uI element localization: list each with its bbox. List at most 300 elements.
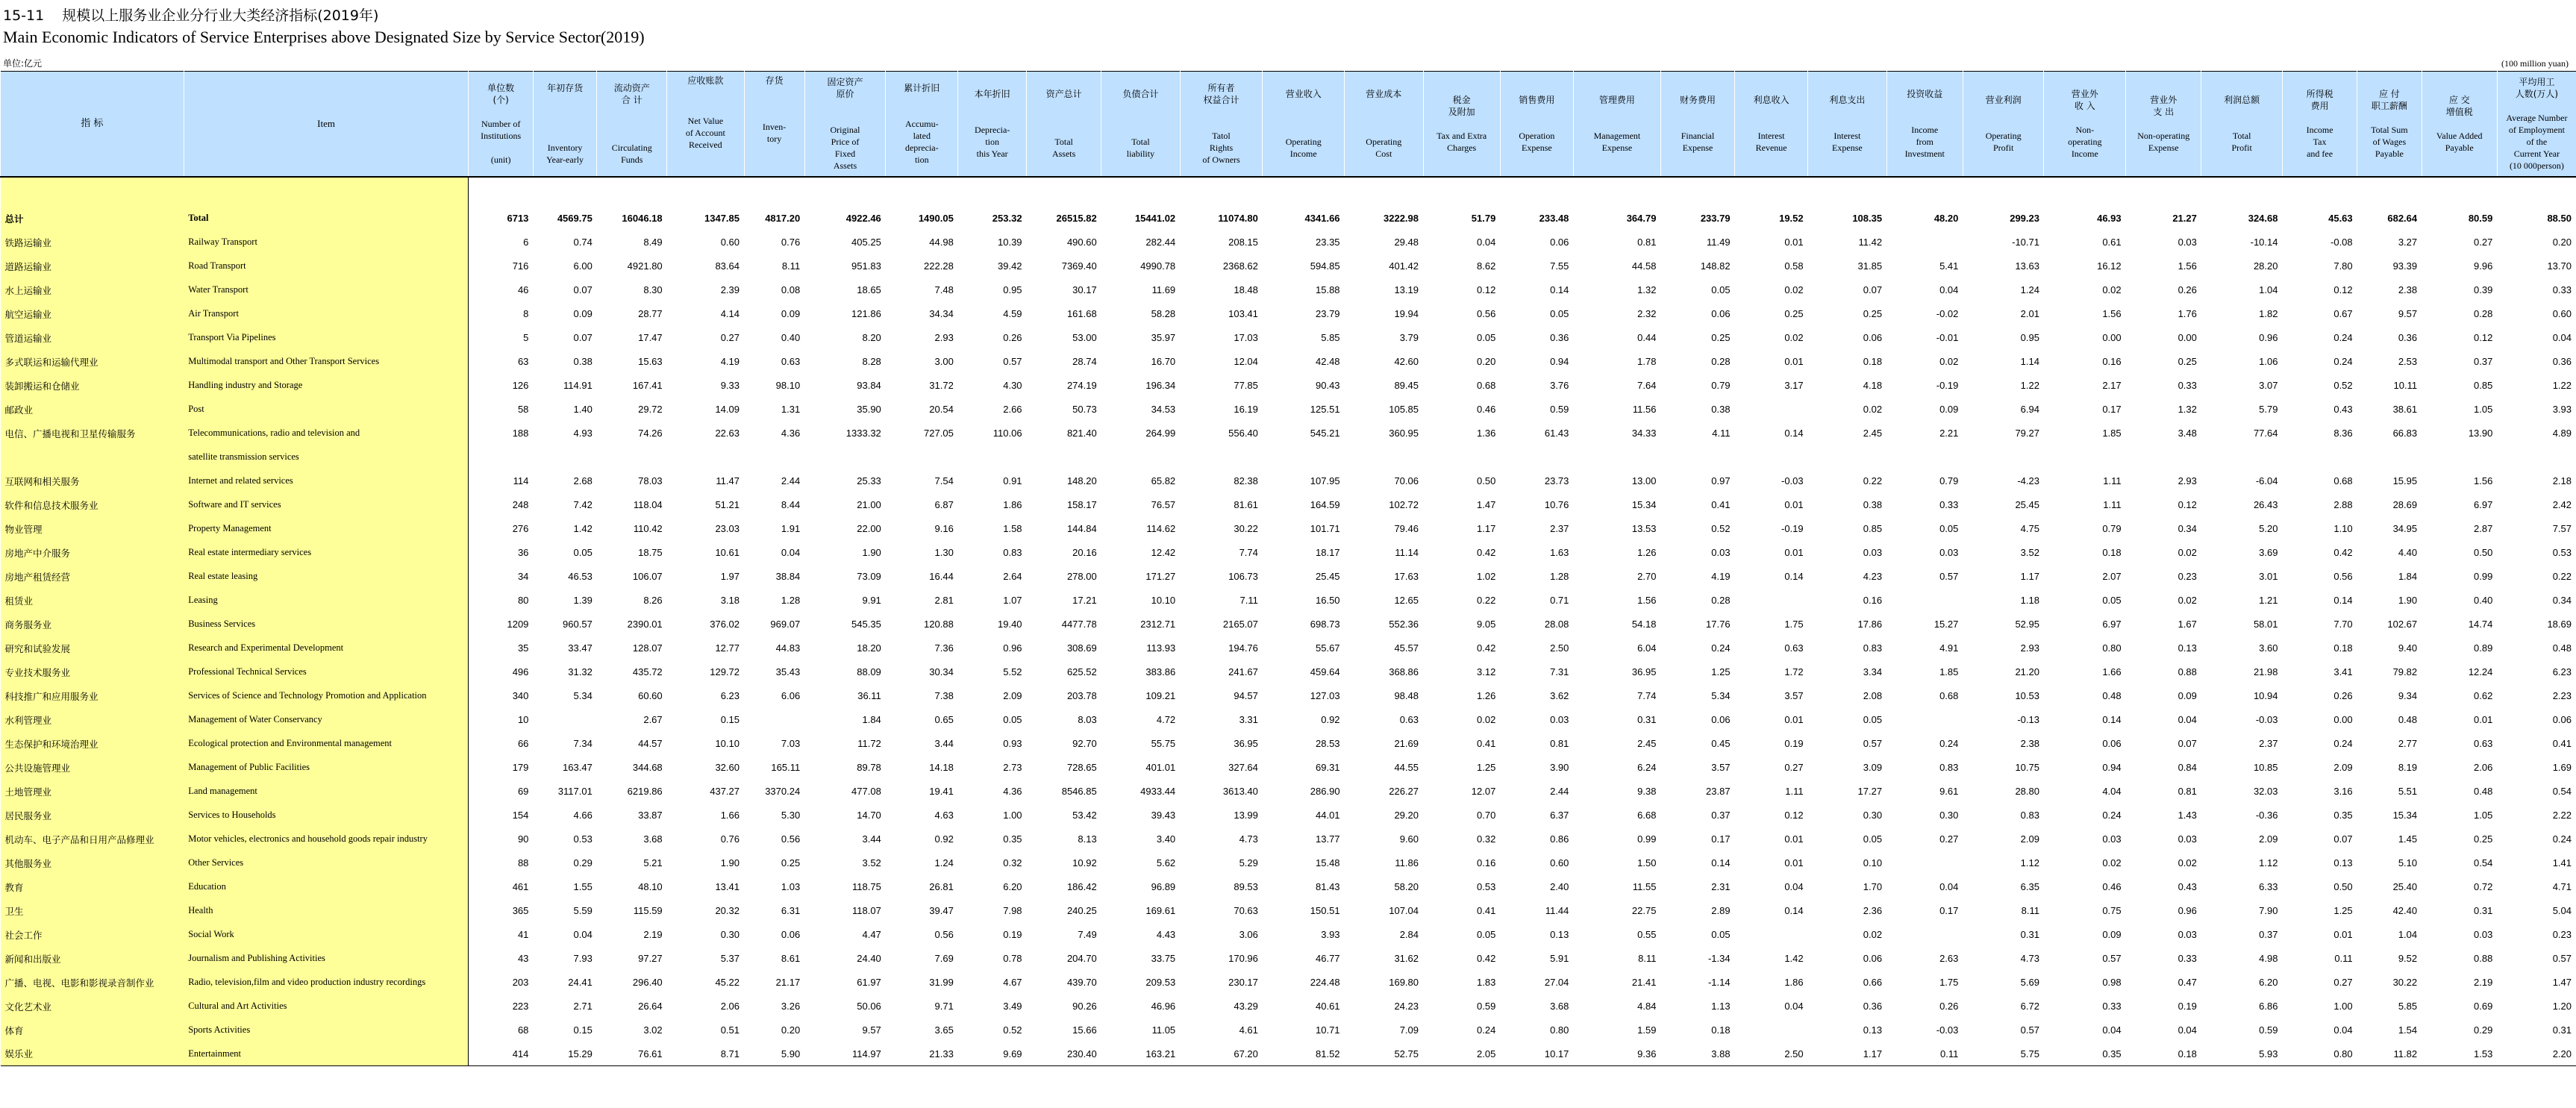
table-cell: 0.57 (1863, 738, 1883, 749)
table-cell: 0.09 (781, 308, 801, 319)
table-cell: 0.60 (1550, 857, 1569, 868)
table-cell: 13.99 (1234, 810, 1258, 821)
table-cell: 0.96 (2178, 905, 2197, 916)
table-cell: 0.09 (2102, 929, 2122, 940)
table-cell: 0.14 (1784, 428, 1804, 439)
table-cell: 0.86 (1550, 833, 1569, 845)
row-label-en: Property Management (184, 517, 469, 541)
row-label-cn: 公共设施管理业 (1, 756, 184, 780)
table-cell: 1.06 (2259, 356, 2278, 367)
table-cell: 0.02 (2178, 547, 2197, 558)
table-cell: 26.43 (2253, 499, 2278, 510)
table-cell: 6.87 (934, 499, 954, 510)
table-cell: 25.45 (2015, 499, 2039, 510)
table-cell: 0.41 (1711, 499, 1731, 510)
table-cell: 0.18 (1711, 1024, 1731, 1036)
table-cell: 21.69 (1394, 738, 1419, 749)
table-cell: 327.64 (1228, 762, 1258, 773)
table-cell: 224.48 (1310, 977, 1340, 988)
table-cell: 241.67 (1228, 666, 1258, 677)
table-cell: 6.33 (2259, 881, 2278, 892)
table-cell: 39.42 (998, 260, 1022, 272)
table-cell: 42.60 (1394, 356, 1419, 367)
table-cell: 253.32 (992, 213, 1022, 224)
table-cell: 3222.98 (1384, 213, 1419, 224)
table-cell: 4.63 (934, 810, 954, 821)
table-cell: 8.49 (643, 237, 663, 248)
row-label-cn: 居民服务业 (1, 804, 184, 827)
table-cell: 98.48 (1394, 690, 1419, 701)
table-cell: 7.54 (934, 475, 954, 486)
table-cell: 0.02 (2102, 857, 2122, 868)
header-col: 营业外 支 出 Non-operating Expense (2126, 72, 2201, 177)
row-label-cn: 广播、电视、电影和影视录音制作业 (1, 971, 184, 995)
table-cell: 33.87 (638, 810, 663, 821)
table-cell: 1.28 (1550, 571, 1569, 582)
table-cell: 7.64 (1637, 380, 1657, 391)
table-cell: 25.45 (1316, 571, 1340, 582)
header-col: 利润总额 Total Profit (2201, 72, 2283, 177)
row-label-cn: 生态保护和环境治理业 (1, 732, 184, 756)
table-cell: 9.16 (934, 523, 954, 534)
table-cell: 0.14 (1784, 905, 1804, 916)
table-cell: 9.52 (2398, 953, 2418, 964)
table-cell (1735, 923, 1808, 947)
table-row (1, 636, 2576, 660)
row-label-cn: 新闻和出版业 (1, 947, 184, 971)
table-cell: 365 (512, 905, 529, 916)
table-cell: 9.36 (1573, 1042, 1660, 1066)
table-row (1, 374, 2576, 398)
table-cell: 286.90 (1310, 786, 1340, 797)
table-cell: 0.18 (2333, 642, 2353, 654)
table-cell: 0.03 (1550, 714, 1569, 725)
table-cell: 92.70 (1072, 738, 1097, 749)
table-cell: 48.20 (1933, 213, 1959, 224)
table-cell: 477.08 (851, 786, 881, 797)
table-cell: 23.79 (1316, 308, 1340, 319)
table-cell: 22.75 (1631, 905, 1657, 916)
header-col: 税金 及附加 Tax and Extra Charges (1423, 72, 1500, 177)
table-cell: 0.41 (1477, 738, 1496, 749)
table-cell: 39.43 (1151, 810, 1176, 821)
table-cell: 17.27 (1857, 786, 1883, 797)
table-cell: 73.09 (857, 571, 881, 582)
table-cell: 77.64 (2253, 428, 2278, 439)
table-cell: 10.17 (1500, 1042, 1573, 1066)
table-cell: 299.23 (2010, 213, 2039, 224)
row-label-en: Internet and related services (184, 469, 469, 493)
table-cell: 0.24 (2333, 738, 2353, 749)
table-cell: 25.40 (2392, 881, 2418, 892)
table-cell: 1.07 (1003, 595, 1022, 606)
table-cell: 1.26 (1637, 547, 1657, 558)
table-row (1, 804, 2576, 827)
table-body (1, 177, 2576, 1066)
table-cell: 0.24 (1939, 738, 1959, 749)
table-cell: 0.37 (2259, 929, 2278, 940)
table-row (1, 684, 2576, 708)
table-cell: 4.36 (781, 428, 801, 439)
table-cell: 10 (517, 714, 529, 725)
table-cell: 24.40 (857, 953, 881, 964)
table-cell: 0.57 (1939, 571, 1959, 582)
table-cell: 0.02 (2102, 284, 2122, 295)
table-cell: 0.85 (2474, 380, 2493, 391)
table-cell: 21.41 (1631, 977, 1657, 988)
table-cell: 6.06 (781, 690, 801, 701)
table-cell: 3.62 (1550, 690, 1569, 701)
table-row (1, 923, 2576, 947)
table-cell: 8.30 (643, 284, 663, 295)
table-cell: 42.40 (2392, 905, 2418, 916)
table-cell: 0.57 (2020, 1024, 2039, 1036)
header-col: 固定资产 原价 Original Price of Fixed Assets (804, 72, 886, 177)
row-label-cn: 水利管理业 (1, 708, 184, 732)
table-cell: 0.01 (1784, 237, 1804, 248)
table-cell: 0.58 (1784, 260, 1804, 272)
table-cell: 103.41 (1228, 308, 1258, 319)
table-spacer-row (1, 177, 2576, 207)
table-cell: 439.70 (1066, 977, 1097, 988)
table-cell: 0.06 (1711, 714, 1731, 725)
table-cell: 1.97 (720, 571, 740, 582)
table-cell: 3.48 (2178, 428, 2197, 439)
table-cell: 2.39 (720, 284, 740, 295)
table-cell: 0.05 (1477, 332, 1496, 343)
table-cell: 114.97 (804, 1042, 886, 1066)
table-cell: 0.79 (2102, 523, 2122, 534)
table-cell: -0.13 (2017, 714, 2039, 725)
table-cell: 5.51 (2398, 786, 2418, 797)
table-cell: 0.42 (1477, 547, 1496, 558)
table-cell: 0.12 (2178, 499, 2197, 510)
table-cell: 0.55 (1637, 929, 1657, 940)
table-cell: 107.04 (1389, 905, 1419, 916)
table-cell: 13.53 (1631, 523, 1657, 534)
table-cell: 8546.85 (1061, 786, 1097, 797)
table-cell: 4817.20 (765, 213, 801, 224)
table-cell: 0.96 (1003, 642, 1022, 654)
table-cell: 1.04 (2259, 284, 2278, 295)
table-cell: 821.40 (1066, 428, 1097, 439)
table-number: 15-11 (3, 7, 45, 24)
table-cell: 0.38 (1711, 404, 1731, 415)
table-cell: 0.57 (2552, 953, 2572, 964)
table-row (1, 1018, 2576, 1042)
table-cell: 0.91 (1003, 475, 1022, 486)
table-cell: 107.95 (1310, 475, 1340, 486)
table-cell: 1.47 (2552, 977, 2572, 988)
table-cell: 3.60 (2259, 642, 2278, 654)
table-cell: 4.93 (573, 428, 593, 439)
table-cell: 0.42 (2333, 547, 2353, 558)
table-cell: 1.39 (573, 595, 593, 606)
row-label-en: Telecommunications, radio and television and (184, 422, 469, 445)
table-cell: -1.14 (1707, 977, 1731, 988)
table-cell: 90 (517, 833, 529, 845)
table-cell: 969.07 (770, 619, 801, 630)
table-cell: 552.36 (1389, 619, 1419, 630)
table-cell: 461 (512, 881, 529, 892)
table-cell: 1.25 (1711, 666, 1731, 677)
table-cell: 0.01 (1784, 547, 1804, 558)
header-col-receivable: 应收账款 (667, 72, 744, 90)
table-cell: 0.03 (2102, 833, 2122, 845)
table-cell: 1.22 (2020, 380, 2039, 391)
table-cell: 0.05 (1863, 714, 1883, 725)
table-cell: 10.10 (715, 738, 740, 749)
table-cell: 0.89 (2474, 642, 2493, 654)
header-col: 所得税 费用 Income Tax and fee (2282, 72, 2357, 177)
table-cell: 0.24 (2102, 810, 2122, 821)
table-cell: 0.03 (1939, 547, 1959, 558)
table-row (1, 660, 2576, 684)
table-cell: 46.53 (568, 571, 593, 582)
table-cell: 1.28 (781, 595, 801, 606)
table-cell: 5.21 (643, 857, 663, 868)
table-cell: 32.03 (2253, 786, 2278, 797)
table-cell: 3.76 (1550, 380, 1569, 391)
table-cell: 405.25 (851, 237, 881, 248)
header-col: 累计折旧 Accumu- lated deprecia- tion (886, 72, 958, 177)
table-cell: 0.71 (1550, 595, 1569, 606)
table-cell: 21.33 (886, 1042, 958, 1066)
table-cell: 2.93 (934, 332, 954, 343)
table-cell: 13.77 (1316, 833, 1340, 845)
table-cell: 89.53 (1234, 881, 1258, 892)
table-cell: 0.03 (2178, 833, 2197, 845)
table-cell: 13.41 (715, 881, 740, 892)
table-cell: 16.50 (1316, 595, 1340, 606)
table-cell: 401.01 (1145, 762, 1176, 773)
table-cell: 435.72 (632, 666, 663, 677)
table-cell: 0.26 (2333, 690, 2353, 701)
table-cell: 0.04 (2178, 714, 2197, 725)
table-cell: 55.67 (1316, 642, 1340, 654)
row-label-cn: 铁路运输业 (1, 231, 184, 254)
table-cell: 163.21 (1101, 1042, 1180, 1066)
table-cell: 0.06 (1550, 237, 1569, 248)
table-cell: 1.84 (2398, 571, 2418, 582)
table-cell: 8.03 (1078, 714, 1097, 725)
table-cell: 209.53 (1145, 977, 1176, 988)
table-cell: 3370.24 (765, 786, 801, 797)
table-cell: 0.01 (1784, 714, 1804, 725)
table-cell: 0.68 (1939, 690, 1959, 701)
table-cell: 48.10 (638, 881, 663, 892)
table-cell: 0.03 (1863, 547, 1883, 558)
table-cell: 340 (512, 690, 529, 701)
header-col: 应 付 职工薪酬 Total Sum of Wages Payable (2357, 72, 2422, 177)
table-cell: 0.83 (1939, 762, 1959, 773)
table-cell: 15.34 (1631, 499, 1657, 510)
table-cell: 4.19 (1711, 571, 1731, 582)
table-cell: 17.47 (638, 332, 663, 343)
row-label-cn: 总计 (1, 207, 184, 231)
table-cell: 203 (512, 977, 529, 988)
table-cell: 58 (517, 404, 529, 415)
table-cell: 0.69 (2474, 1001, 2493, 1012)
table-cell: 2.18 (2552, 475, 2572, 486)
table-cell: 5.30 (781, 810, 801, 821)
table-cell: 0.01 (2333, 929, 2353, 940)
table-cell: 66 (517, 738, 529, 749)
table-cell: 65.82 (1151, 475, 1176, 486)
table-cell: 7.74 (1239, 547, 1258, 558)
table-cell: 6.23 (720, 690, 740, 701)
table-cell: 13.90 (2468, 428, 2493, 439)
table-cell: 7.55 (1550, 260, 1569, 272)
table-cell: 15.27 (1933, 619, 1959, 630)
table-cell: 0.12 (1784, 810, 1804, 821)
table-cell: 5.34 (1711, 690, 1731, 701)
table-cell: 0.14 (1711, 857, 1731, 868)
row-label-cn: 租赁业 (1, 589, 184, 613)
table-cell: 0.27 (1939, 833, 1959, 845)
table-cell: 2.93 (2178, 475, 2197, 486)
table-cell: 4.04 (2102, 786, 2122, 797)
table-cell: 16.44 (929, 571, 954, 582)
table-cell: 43.29 (1234, 1001, 1258, 1012)
row-label-en: Health (184, 899, 469, 923)
header-col: 平均用工 人数(万人) Average Number of Employment of the Current Year (10 000person) (2497, 72, 2576, 177)
table-cell: 68 (517, 1024, 529, 1036)
table-cell: 18.75 (638, 547, 663, 558)
table-cell: 23.03 (715, 523, 740, 534)
table-cell: 4.84 (1637, 1001, 1657, 1012)
row-label-cn: 科技推广和应用服务业 (1, 684, 184, 708)
table-cell: 0.53 (1477, 881, 1496, 892)
table-cell: 2.19 (2474, 977, 2493, 988)
table-cell: 79.82 (2392, 666, 2418, 677)
row-label-en: Real estate leasing (184, 565, 469, 589)
table-cell: 7.70 (2333, 619, 2353, 630)
table-cell: -0.36 (2255, 810, 2278, 821)
table-cell: 2.63 (1939, 953, 1959, 964)
table-cell: 30.22 (1234, 523, 1258, 534)
table-cell: 0.66 (1863, 977, 1883, 988)
table-cell: 4.98 (2259, 953, 2278, 964)
table-cell (1886, 589, 1963, 613)
table-cell: 1.24 (2020, 284, 2039, 295)
table-cell: 0.20 (1477, 356, 1496, 367)
table-cell: -0.03 (1936, 1024, 1959, 1036)
table-cell: 1.42 (573, 523, 593, 534)
table-cell: 5 (523, 332, 529, 343)
table-cell: 34.95 (2392, 523, 2418, 534)
table-cell: 233.79 (1700, 213, 1731, 224)
table-cell: 8.11 (1638, 953, 1657, 964)
table-cell: 0.60 (2552, 308, 2572, 319)
row-label-en: Software and IT services (184, 493, 469, 517)
table-cell: 28.53 (1316, 738, 1340, 749)
table-row (1, 613, 2576, 636)
table-cell: 31.85 (1857, 260, 1883, 272)
table-cell: 79.27 (2015, 428, 2039, 439)
table-cell: 0.05 (1939, 523, 1959, 534)
table-cell: 27.04 (1544, 977, 1569, 988)
table-cell: 3.40 (1156, 833, 1176, 845)
table-cell: 0.63 (1784, 642, 1804, 654)
table-cell: 76.57 (1151, 499, 1176, 510)
table-cell: 78.03 (638, 475, 663, 486)
table-cell: 3.88 (1660, 1042, 1734, 1066)
table-cell: 0.92 (934, 833, 954, 845)
table-cell: 0.36 (2398, 332, 2418, 343)
table-cell: 1.56 (2474, 475, 2493, 486)
table-cell: 74.26 (638, 428, 663, 439)
table-cell: 1.17 (2020, 571, 2039, 582)
table-cell: 105.85 (1389, 404, 1419, 415)
table-cell: 1.32 (1637, 284, 1657, 295)
table-cell: 4.91 (1939, 642, 1959, 654)
table-cell: -6.04 (2255, 475, 2278, 486)
table-cell: 10.76 (1544, 499, 1569, 510)
row-label-cn: 互联网和相关服务 (1, 469, 184, 493)
table-cell: 11.44 (1545, 905, 1569, 916)
table-cell: 0.45 (1711, 738, 1731, 749)
table-cell: 5.93 (2201, 1042, 2283, 1066)
table-cell: 0.54 (2552, 786, 2572, 797)
table-cell: 21.27 (2172, 213, 2197, 224)
table-cell: 16.70 (1151, 356, 1176, 367)
table-cell: -0.03 (2255, 714, 2278, 725)
table-cell: 1.05 (2474, 810, 2493, 821)
table-cell: 0.48 (2398, 714, 2418, 725)
table-cell: 0.07 (2333, 833, 2353, 845)
table-cell: 1.00 (1003, 810, 1022, 821)
table-cell: 7.90 (2259, 905, 2278, 916)
table-cell: 10.61 (715, 547, 740, 558)
table-cell: 0.42 (1477, 642, 1496, 654)
table-cell: 0.43 (2333, 404, 2353, 415)
table-cell: 53.42 (1072, 810, 1097, 821)
table-cell: 240.25 (1066, 905, 1097, 916)
table-cell: 0.00 (2102, 332, 2122, 343)
table-cell: 226.27 (1389, 786, 1419, 797)
table-cell: 44.55 (1394, 762, 1419, 773)
table-cell: 1.45 (2398, 833, 2418, 845)
table-cell: 2.09 (2020, 833, 2039, 845)
table-cell: 364.79 (1626, 213, 1657, 224)
table-cell: 0.02 (1939, 356, 1959, 367)
table-cell: 35.97 (1151, 332, 1176, 343)
table-cell: 0.80 (1550, 1024, 1569, 1036)
table-row (1, 517, 2576, 541)
table-cell: 0.14 (1550, 284, 1569, 295)
table-cell: 8.71 (667, 1042, 744, 1066)
table-cell: 2.89 (1711, 905, 1731, 916)
table-cell: 9.33 (720, 380, 740, 391)
table-cell: 5.04 (2552, 905, 2572, 916)
table-cell: 625.52 (1066, 666, 1097, 677)
table-cell: 0.84 (2178, 762, 2197, 773)
table-cell: 2.42 (2552, 499, 2572, 510)
table-cell: 698.73 (1310, 619, 1340, 630)
table-cell: 26515.82 (1056, 213, 1097, 224)
table-cell: 0.33 (1939, 499, 1959, 510)
table-cell: 0.25 (2474, 833, 2493, 845)
table-cell: 0.72 (2474, 881, 2493, 892)
header-col-receivable-en: Net Value of Account Received (667, 90, 744, 177)
table-cell: 88.09 (857, 666, 881, 677)
table-cell: 3.57 (1784, 690, 1804, 701)
table-cell: 0.48 (2474, 786, 2493, 797)
row-label-cn: 软件和信息技术服务业 (1, 493, 184, 517)
table-cell: 89.78 (857, 762, 881, 773)
table-cell: 109.21 (1145, 690, 1176, 701)
